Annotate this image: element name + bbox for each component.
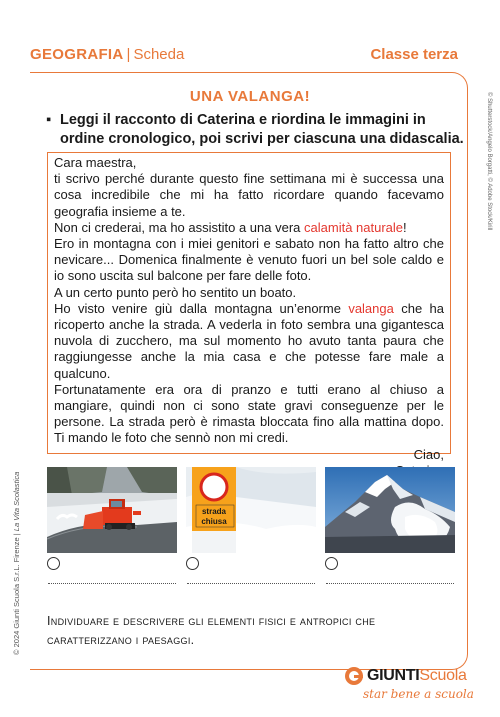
photo-snowplow <box>47 467 177 553</box>
letter-paragraph <box>54 220 444 236</box>
grade-label: Classe terza <box>370 46 458 63</box>
page-header <box>30 46 470 68</box>
letter-text: ! <box>403 219 407 235</box>
letter-paragraph: Ero in montagna con i miei genitori e sabato non ha fatto altro che nevicare... Domenica finalmente è venuto fuori un bel sole caldo e io sono uscita sul balcone per fare delle foto. <box>54 236 444 284</box>
letter-text: Ho visto venire giù dalla montagna un’enorme <box>54 300 349 316</box>
section-label: Scheda <box>133 46 185 63</box>
road-closed-image <box>186 467 316 553</box>
logo-tagline: star bene a scuola <box>363 687 474 701</box>
letter-paragraph: Fortunatamente era ora di pranzo e tutti erano al chiuso a mangiare, quindi non ci sono state gravi conseguenze per le persone. La strada però è rimasta bloccata fino alla mattina dopo. Ti mando le foto che sennò non mi credi. <box>54 381 444 446</box>
worksheet-title: UNA VALANGA! <box>189 88 311 105</box>
subject-label: GEOGRAFIA <box>30 46 124 63</box>
subject-heading <box>30 46 184 63</box>
photo-avalanche <box>325 467 455 553</box>
order-radio-3[interactable] <box>325 557 338 570</box>
bullet-icon: ▪ <box>46 112 52 128</box>
instruction-text: Leggi il racconto di Caterina e riordina le immagini in ordine cronologico, poi scrivi per ciascuna una didascalia. <box>60 112 464 147</box>
caption-line-1[interactable] <box>48 583 176 584</box>
letter-text: Non ci crederai, ma ho assistito a una vera <box>54 219 305 235</box>
photo-road-closed <box>186 467 316 553</box>
snowplow-image <box>47 467 177 553</box>
sign-text-strada: strada <box>201 507 227 516</box>
header-separator: | <box>126 46 131 63</box>
letter-box <box>47 152 451 462</box>
photo-credits: © Shutterstock/Angelo Borgatti, © Adobe Stock/Kirill <box>486 92 492 231</box>
sign-text-chiusa: chiusa <box>201 517 227 526</box>
order-radio-2[interactable] <box>186 557 199 570</box>
highlight-calamita: calamità naturale <box>304 219 404 235</box>
order-radio-1[interactable] <box>47 557 60 570</box>
publication-name: La Vita Scolastica <box>12 471 21 532</box>
letter-paragraph <box>54 301 444 382</box>
logo-wordmark <box>367 667 467 685</box>
avalanche-image <box>325 467 455 553</box>
letter-paragraph: ti scrivo perché durante questo fine settimana mi è successa una cosa incredibile che mi ha fatto ricordare quando facevamo geografia insieme a te. <box>54 171 444 219</box>
letter-paragraph: A un certo punto però ho sentito un boato. <box>54 284 297 300</box>
caption-line-3[interactable] <box>326 583 454 584</box>
letter-closing: Ciao, <box>413 446 444 462</box>
letter-greeting: Cara maestra, <box>54 155 137 170</box>
letter-text: che ha ricoperto anche la strada. A vederla in foto sembra una gigantesca nuvola di zucchero, ma sul momento ho avuto tanta paura che raggiungesse anche la mia casa e che potesse fare male a qualcuno. <box>54 300 444 381</box>
caption-line-2[interactable] <box>187 583 315 584</box>
copyright-text: © 2024 Giunti Scuola S.r.L. Firenze | <box>12 531 21 655</box>
instruction <box>46 111 466 149</box>
logo-brand: GIUNTI <box>367 667 420 684</box>
highlight-valanga: valanga <box>348 300 394 316</box>
copyright-notice <box>12 472 21 655</box>
giunti-scuola-logo <box>345 667 475 703</box>
logo-brand-scuola: Scuola <box>419 667 467 684</box>
learning-objective: Individuare e descrivere gli elementi fisici e antropici che caratterizzano i paesaggi. <box>47 614 376 647</box>
